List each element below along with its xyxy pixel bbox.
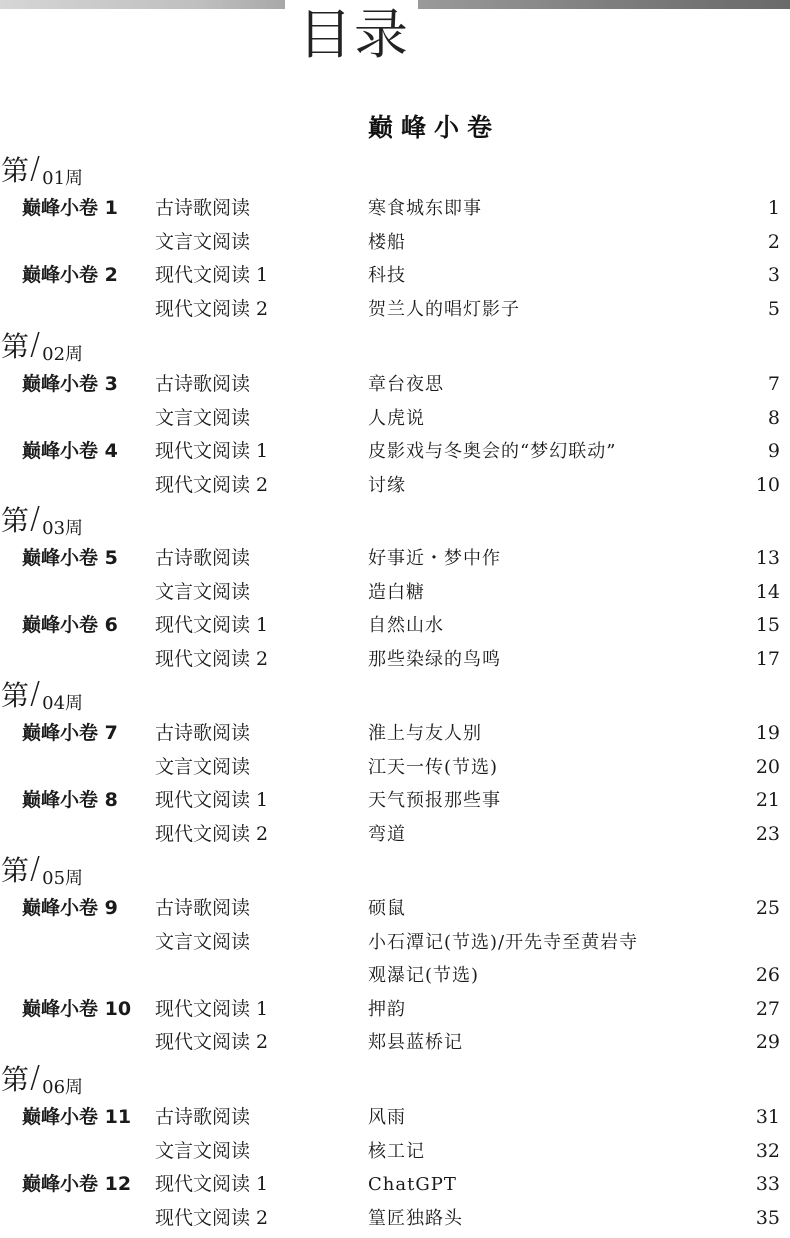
section-title: 巅峰小卷: [368, 113, 501, 142]
page-number: 3: [767, 264, 780, 287]
week-heading: [1, 1060, 84, 1098]
article-title: 核工记: [368, 1140, 425, 1162]
reading-type: 文言文阅读: [155, 230, 251, 253]
page-number: 33: [755, 1173, 780, 1196]
toc-row[interactable]: [0, 717, 790, 750]
article-title: 科技: [368, 265, 406, 287]
reading-type: 现代文阅读 1: [155, 440, 269, 463]
page-number: 9: [767, 440, 780, 463]
article-title: 造白糖: [368, 581, 425, 603]
week-prefix: 第: [1, 854, 30, 887]
page-number: 20: [755, 755, 780, 778]
exercise-label: 巅峰小卷 11: [22, 1106, 132, 1128]
exercise-label: 巅峰小卷 7: [22, 722, 118, 744]
reading-type: 现代文阅读 2: [155, 822, 269, 845]
week-prefix: 第: [1, 330, 30, 363]
exercise-label: 巅峰小卷 1: [22, 197, 118, 219]
toc-row[interactable]: [0, 1168, 790, 1201]
reading-type: 现代文阅读 1: [155, 614, 269, 637]
article-title: 押韵: [368, 998, 406, 1020]
exercise-label: 巅峰小卷 5: [22, 547, 118, 569]
article-title: 风雨: [368, 1107, 406, 1128]
week-prefix: 第: [1, 1063, 30, 1096]
article-title: 好事近・梦中作: [368, 548, 501, 569]
reading-type: 古诗歌阅读: [155, 547, 251, 569]
week-number: 02周: [42, 344, 84, 365]
reading-type: 文言文阅读: [155, 930, 251, 953]
article-title: 天气预报那些事: [368, 790, 501, 812]
article-title: 贺兰人的唱灯影子: [368, 298, 520, 320]
week-slash: /: [30, 1060, 41, 1095]
toc-row[interactable]: [0, 926, 790, 959]
article-title: 硕鼠: [368, 898, 406, 919]
week-slash: /: [30, 151, 41, 186]
reading-type: 古诗歌阅读: [155, 722, 251, 744]
header-bar-left: [0, 0, 285, 9]
toc-row[interactable]: [0, 643, 790, 676]
page-number: 23: [755, 822, 780, 845]
article-title: 自然山水: [368, 615, 444, 637]
page-number: 17: [755, 647, 780, 670]
exercise-label: 巅峰小卷 6: [22, 614, 118, 637]
reading-type: 现代文阅读 2: [155, 297, 269, 320]
toc-row[interactable]: [0, 259, 790, 292]
page-number: 35: [755, 1206, 780, 1229]
exercise-label: 巅峰小卷 9: [22, 897, 118, 919]
reading-type: 古诗歌阅读: [155, 897, 251, 919]
reading-type: 现代文阅读 1: [155, 264, 269, 287]
article-title: 观瀑记(节选): [368, 965, 480, 987]
page-title: 目录: [298, 3, 410, 66]
page-number: 29: [755, 1031, 780, 1054]
reading-type: 现代文阅读 1: [155, 1173, 269, 1196]
reading-type: 文言文阅读: [155, 580, 251, 603]
exercise-label: 巅峰小卷 10: [22, 997, 132, 1020]
exercise-label: 巅峰小卷 12: [22, 1173, 132, 1196]
reading-type: 古诗歌阅读: [155, 1106, 251, 1128]
header-bar-right: [418, 0, 790, 9]
week-slash: /: [30, 851, 41, 886]
toc-row[interactable]: [0, 959, 790, 992]
toc-row[interactable]: [0, 293, 790, 326]
toc-row[interactable]: [0, 402, 790, 435]
page-number: 13: [755, 547, 780, 569]
reading-type: 现代文阅读 2: [155, 1206, 269, 1229]
reading-type: 现代文阅读 2: [155, 647, 269, 670]
week-number: 03周: [42, 518, 84, 539]
article-title: 淮上与友人别: [368, 723, 482, 744]
week-heading: [1, 327, 84, 365]
page-number: 1: [767, 197, 780, 219]
week-prefix: 第: [1, 679, 30, 712]
reading-type: 现代文阅读 1: [155, 789, 269, 812]
reading-type: 古诗歌阅读: [155, 373, 251, 395]
toc-row[interactable]: [0, 576, 790, 609]
reading-type: 现代文阅读 2: [155, 473, 269, 496]
reading-type: 文言文阅读: [155, 406, 251, 429]
page-number: 8: [767, 406, 780, 429]
toc-row[interactable]: [0, 892, 790, 925]
article-title: 郏县蓝桥记: [368, 1032, 463, 1054]
article-title: 楼船: [368, 231, 406, 253]
week-heading: [1, 151, 84, 189]
exercise-label: 巅峰小卷 3: [22, 373, 118, 395]
page-number: 7: [767, 373, 780, 395]
exercise-label: 巅峰小卷 4: [22, 440, 118, 463]
article-title: 那些染绿的鸟鸣: [368, 648, 501, 670]
page-number: 19: [755, 722, 780, 744]
toc-row[interactable]: [0, 784, 790, 817]
article-title: 篁匠独路头: [368, 1207, 463, 1229]
page-number: 10: [755, 473, 780, 496]
week-heading: [1, 501, 84, 539]
week-heading: [1, 851, 84, 889]
article-title: ChatGPT: [368, 1174, 457, 1196]
toc-row[interactable]: [0, 542, 790, 575]
toc-row[interactable]: [0, 368, 790, 401]
article-title: 人虎说: [368, 407, 425, 429]
week-prefix: 第: [1, 504, 30, 537]
page-number: 25: [755, 897, 780, 919]
week-heading: [1, 676, 84, 714]
toc-row[interactable]: [0, 1135, 790, 1168]
page-number: 15: [755, 614, 780, 637]
article-title: 弯道: [368, 823, 406, 845]
article-title: 皮影戏与冬奥会的“梦幻联动”: [368, 441, 617, 463]
page-number: 14: [755, 580, 780, 603]
week-slash: /: [30, 327, 41, 362]
article-title: 江天一传(节选): [368, 756, 499, 778]
exercise-label: 巅峰小卷 8: [22, 789, 118, 812]
reading-type: 古诗歌阅读: [155, 197, 251, 219]
article-title: 讨缘: [368, 474, 406, 496]
toc-row[interactable]: [0, 192, 790, 225]
page-number: 31: [755, 1106, 780, 1128]
page-number: 2: [767, 230, 780, 253]
toc-row[interactable]: [0, 1202, 790, 1235]
toc-row[interactable]: [0, 751, 790, 784]
week-slash: /: [30, 501, 41, 536]
toc-row[interactable]: [0, 1101, 790, 1134]
toc-row[interactable]: [0, 818, 790, 851]
toc-row[interactable]: [0, 993, 790, 1026]
toc-row[interactable]: [0, 609, 790, 642]
week-number: 06周: [42, 1077, 84, 1098]
week-prefix: 第: [1, 154, 30, 187]
reading-type: 文言文阅读: [155, 1139, 251, 1162]
toc-row[interactable]: [0, 226, 790, 259]
week-number: 01周: [42, 168, 84, 189]
toc-row[interactable]: [0, 469, 790, 502]
article-title: 章台夜思: [368, 374, 444, 395]
article-title: 小石潭记(节选)/开先寺至黄岩寺: [368, 931, 639, 953]
toc-row[interactable]: [0, 1026, 790, 1059]
toc-row[interactable]: [0, 435, 790, 468]
page-number: 5: [767, 297, 780, 320]
week-number: 04周: [42, 693, 84, 714]
reading-type: 文言文阅读: [155, 755, 251, 778]
page-number: 32: [755, 1139, 780, 1162]
page-number: 21: [755, 789, 780, 812]
page-number: 26: [755, 964, 780, 987]
reading-type: 现代文阅读 2: [155, 1031, 269, 1054]
week-number: 05周: [42, 868, 84, 889]
exercise-label: 巅峰小卷 2: [22, 264, 118, 287]
reading-type: 现代文阅读 1: [155, 997, 269, 1020]
week-slash: /: [30, 676, 41, 711]
article-title: 寒食城东即事: [368, 198, 482, 219]
page-number: 27: [755, 997, 780, 1020]
